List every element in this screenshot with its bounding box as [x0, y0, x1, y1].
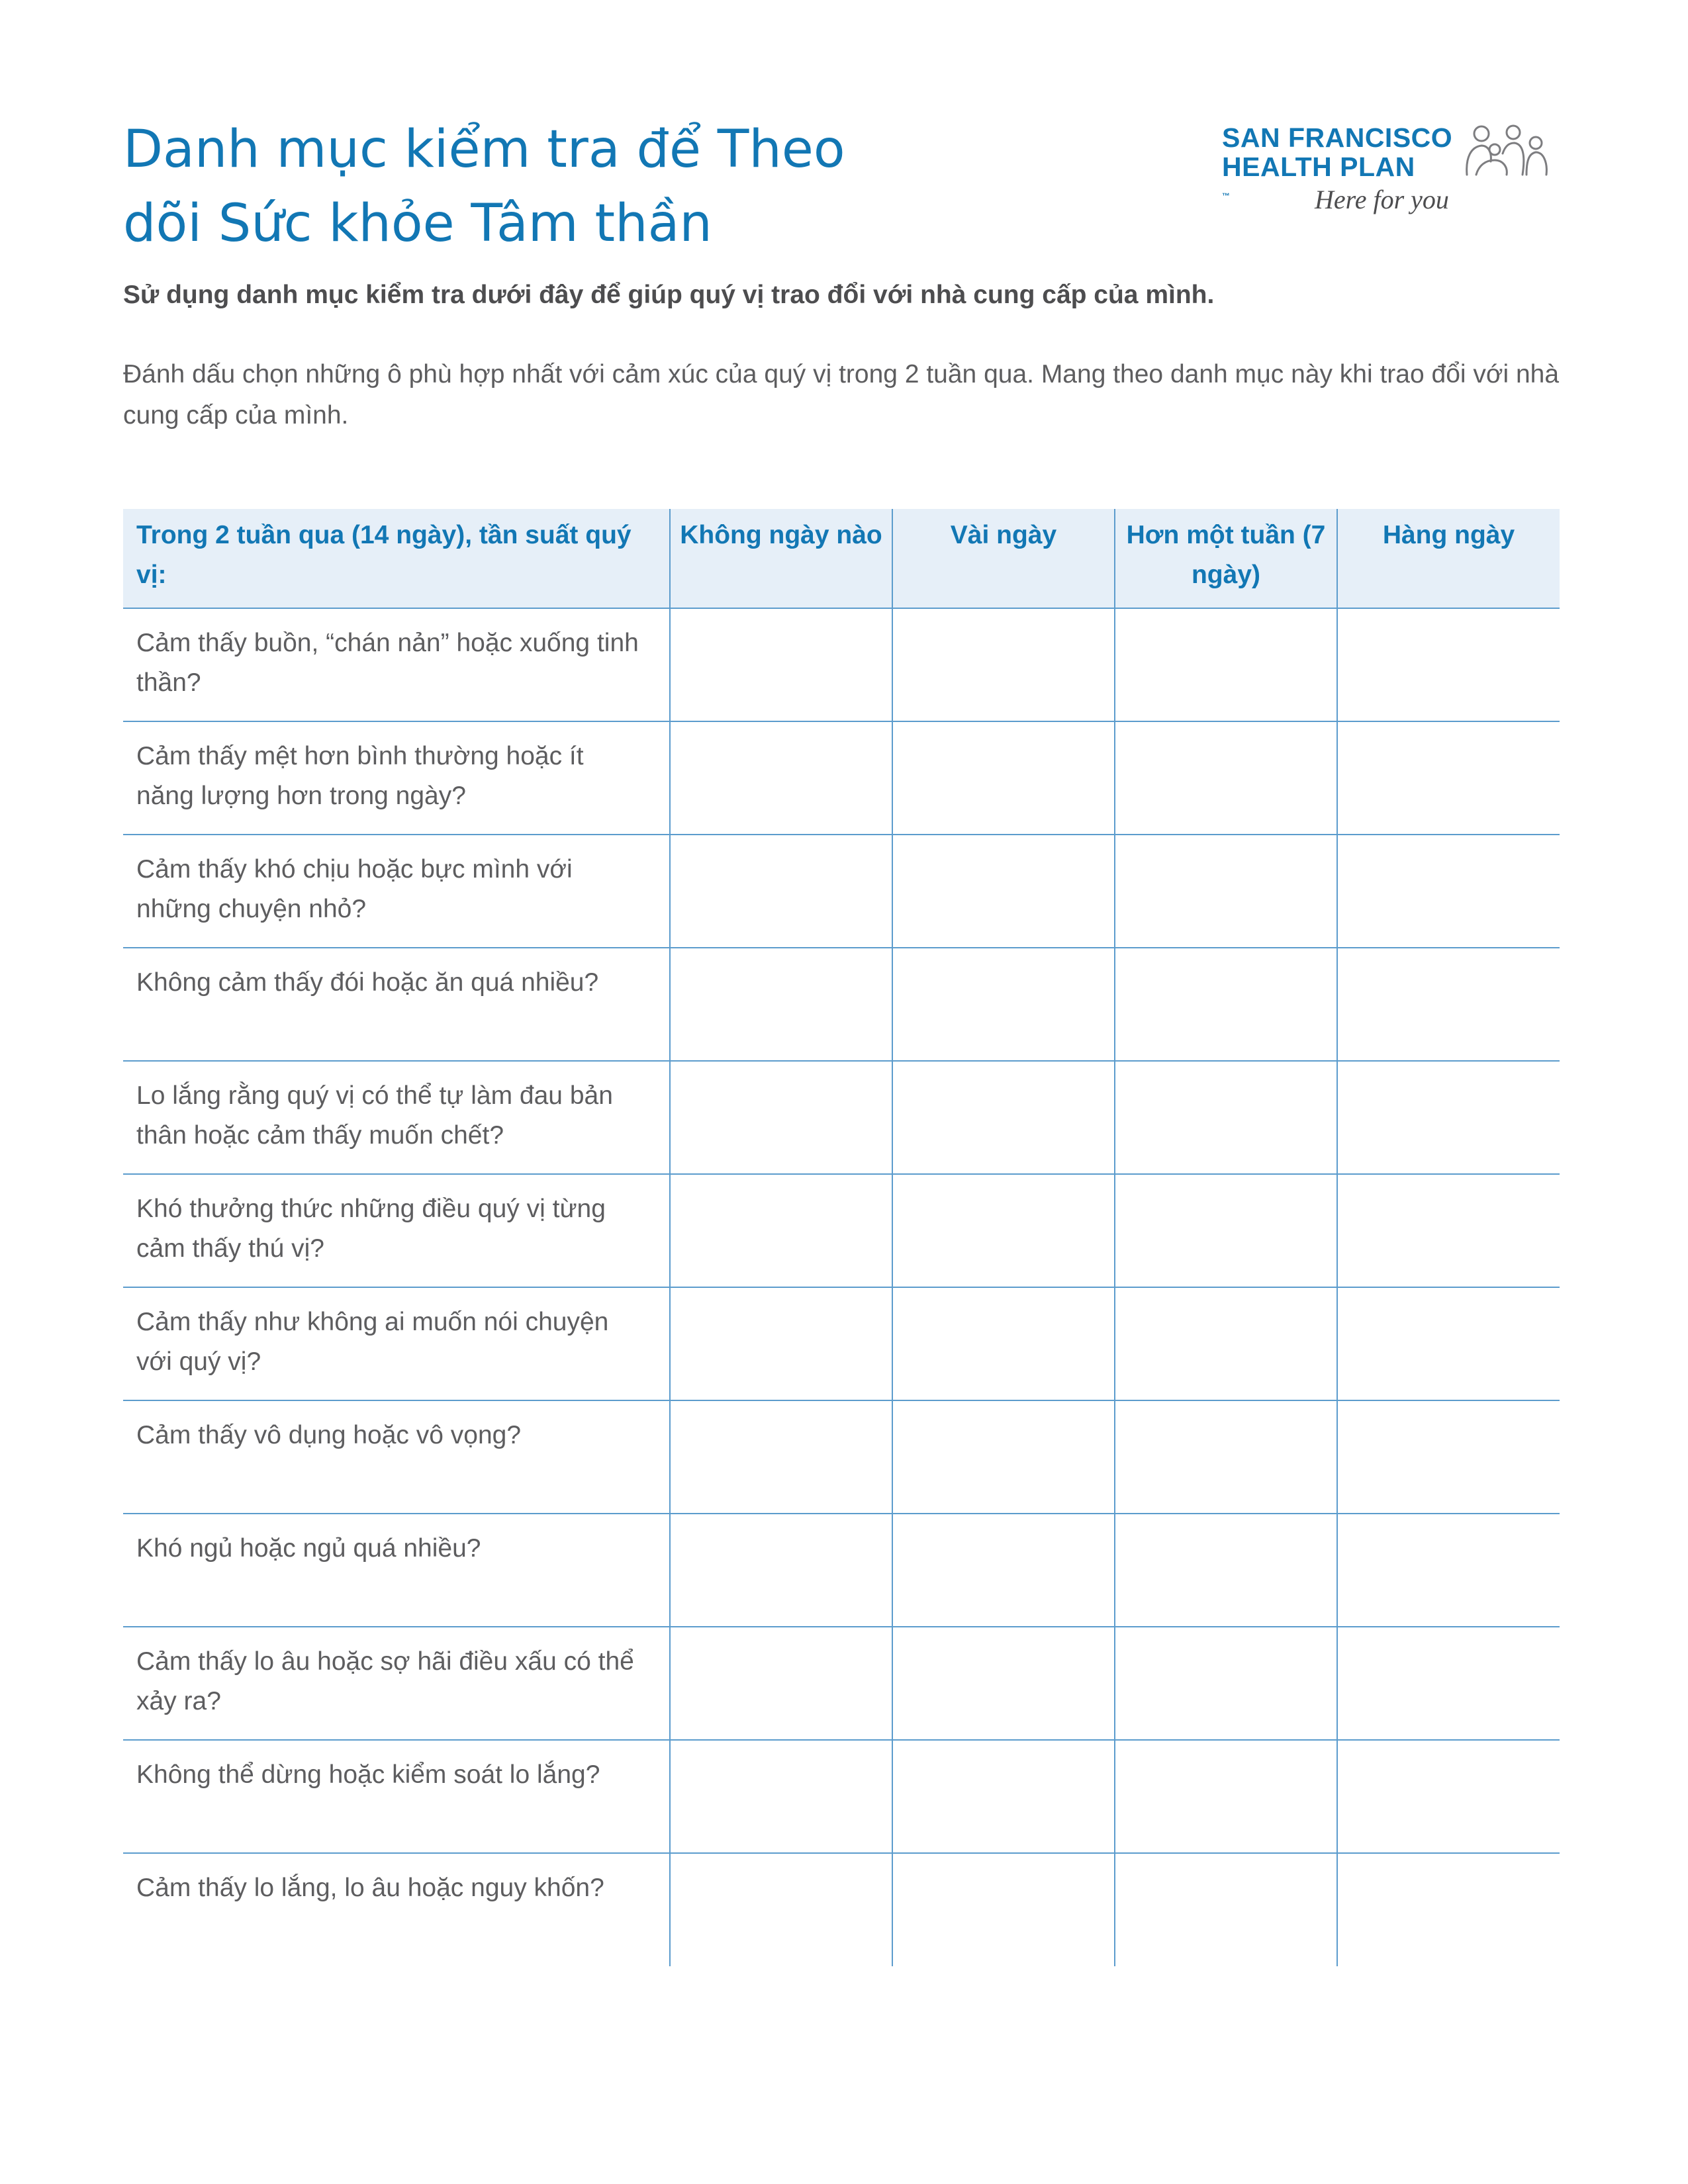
checkbox-several-days[interactable]	[892, 1514, 1115, 1627]
subtitle: Sử dụng danh mục kiểm tra dưới đây để giúp quý vị trao đổi với nhà cung cấp của mình.	[123, 281, 1215, 309]
table-row	[123, 1627, 1560, 1740]
column-header-several-days: Vài ngày	[892, 509, 1115, 608]
table-row	[123, 1400, 1560, 1514]
checkbox-every-day[interactable]	[1337, 1061, 1560, 1174]
checkbox-several-days[interactable]	[892, 1740, 1115, 1853]
checkbox-every-day[interactable]	[1337, 1400, 1560, 1514]
checkbox-more-than-week[interactable]	[1115, 1514, 1337, 1627]
checkbox-not-at-all[interactable]	[670, 608, 892, 721]
question-cell: Cảm thấy buồn, “chán nản” hoặc xuống tinh thần?	[123, 608, 670, 721]
checkbox-not-at-all[interactable]	[670, 1061, 892, 1174]
table-row	[123, 835, 1560, 948]
column-header-more-than-week: Hơn một tuần (7 ngày)	[1115, 509, 1337, 608]
checkbox-more-than-week[interactable]	[1115, 608, 1337, 721]
instructions: Đánh dấu chọn những ô phù hợp nhất với cảm xúc của quý vị trong 2 tuần qua. Mang theo danh mục này khi trao đổi với nhà cung cấp của mình.	[123, 360, 1560, 430]
checkbox-more-than-week[interactable]	[1115, 1061, 1337, 1174]
table-row	[123, 1740, 1560, 1853]
table-row	[123, 1514, 1560, 1627]
column-header-every-day: Hàng ngày	[1337, 509, 1560, 608]
question-cell: Cảm thấy như không ai muốn nói chuyện với quý vị?	[123, 1287, 670, 1400]
checkbox-several-days[interactable]	[892, 1174, 1115, 1287]
checkbox-not-at-all[interactable]	[670, 1514, 892, 1627]
checkbox-every-day[interactable]	[1337, 721, 1560, 835]
checkbox-every-day[interactable]	[1337, 608, 1560, 721]
page-title-line-1: Danh mục kiểm tra để Theo	[123, 120, 845, 179]
checkbox-every-day[interactable]	[1337, 1740, 1560, 1853]
checkbox-several-days[interactable]	[892, 1287, 1115, 1400]
question-cell: Cảm thấy vô dụng hoặc vô vọng?	[123, 1400, 670, 1514]
checkbox-more-than-week[interactable]	[1115, 1853, 1337, 1966]
mental-health-checklist-table	[123, 509, 1560, 1966]
column-header-not-at-all: Không ngày nào	[670, 509, 892, 608]
logo-trademark: ™	[1222, 191, 1231, 201]
table-row	[123, 1061, 1560, 1174]
table-row	[123, 1287, 1560, 1400]
page-title	[123, 113, 984, 261]
checkbox-not-at-all[interactable]	[670, 721, 892, 835]
checkbox-not-at-all[interactable]	[670, 1400, 892, 1514]
question-cell: Không cảm thấy đói hoặc ăn quá nhiều?	[123, 948, 670, 1061]
table-row	[123, 721, 1560, 835]
question-cell: Cảm thấy lo âu hoặc sợ hãi điều xấu có thể xảy ra?	[123, 1627, 670, 1740]
checkbox-several-days[interactable]	[892, 608, 1115, 721]
checkbox-every-day[interactable]	[1337, 1627, 1560, 1740]
checkbox-more-than-week[interactable]	[1115, 1400, 1337, 1514]
checkbox-every-day[interactable]	[1337, 1853, 1560, 1966]
checkbox-more-than-week[interactable]	[1115, 721, 1337, 835]
checkbox-every-day[interactable]	[1337, 1287, 1560, 1400]
logo-tagline: Here for you	[1315, 185, 1449, 214]
checkbox-not-at-all[interactable]	[670, 1627, 892, 1740]
checkbox-more-than-week[interactable]	[1115, 835, 1337, 948]
checkbox-not-at-all[interactable]	[670, 948, 892, 1061]
checkbox-several-days[interactable]	[892, 835, 1115, 948]
logo-line-1: SAN FRANCISCO	[1222, 122, 1453, 153]
table-header-row	[123, 509, 1560, 608]
table-row	[123, 948, 1560, 1061]
question-cell: Cảm thấy khó chịu hoặc bực mình với những chuyện nhỏ?	[123, 835, 670, 948]
checkbox-more-than-week[interactable]	[1115, 1740, 1337, 1853]
table-row	[123, 1853, 1560, 1966]
checkbox-more-than-week[interactable]	[1115, 1627, 1337, 1740]
logo-line-2-text: HEALTH PLAN	[1222, 152, 1415, 182]
checkbox-more-than-week[interactable]	[1115, 1174, 1337, 1287]
checkbox-several-days[interactable]	[892, 721, 1115, 835]
checkbox-several-days[interactable]	[892, 1853, 1115, 1966]
question-cell: Cảm thấy lo lắng, lo âu hoặc nguy khốn?	[136, 1874, 604, 1902]
question-cell: Khó thưởng thức những điều quý vị từng cảm thấy thú vị?	[123, 1174, 670, 1287]
checkbox-several-days[interactable]	[892, 1627, 1115, 1740]
checkbox-every-day[interactable]	[1337, 1514, 1560, 1627]
checkbox-more-than-week[interactable]	[1115, 948, 1337, 1061]
question-cell: Không thể dừng hoặc kiểm soát lo lắng?	[123, 1740, 670, 1853]
question-cell: Lo lắng rằng quý vị có thể tự làm đau bản thân hoặc cảm thấy muốn chết?	[123, 1061, 670, 1174]
checkbox-not-at-all[interactable]	[670, 1853, 892, 1966]
checkbox-several-days[interactable]	[892, 948, 1115, 1061]
family-icon	[1456, 123, 1562, 183]
checkbox-not-at-all[interactable]	[670, 1740, 892, 1853]
question-cell: Cảm thấy mệt hơn bình thường hoặc ít năng lượng hơn trong ngày?	[123, 721, 670, 835]
checkbox-not-at-all[interactable]	[670, 835, 892, 948]
question-column-header: Trong 2 tuần qua (14 ngày), tần suất quý vị:	[123, 509, 670, 608]
table-row	[123, 608, 1560, 721]
checkbox-several-days[interactable]	[892, 1400, 1115, 1514]
checkbox-several-days[interactable]	[892, 1061, 1115, 1174]
sfhp-logo	[1222, 123, 1566, 222]
table-row	[123, 1174, 1560, 1287]
checkbox-not-at-all[interactable]	[670, 1287, 892, 1400]
checkbox-every-day[interactable]	[1337, 835, 1560, 948]
checkbox-every-day[interactable]	[1337, 1174, 1560, 1287]
checkbox-every-day[interactable]	[1337, 948, 1560, 1061]
page-title-line-2: dõi Sức khỏe Tâm thần	[123, 194, 712, 253]
checkbox-more-than-week[interactable]	[1115, 1287, 1337, 1400]
question-cell: Khó ngủ hoặc ngủ quá nhiều?	[123, 1514, 670, 1627]
checkbox-not-at-all[interactable]	[670, 1174, 892, 1287]
